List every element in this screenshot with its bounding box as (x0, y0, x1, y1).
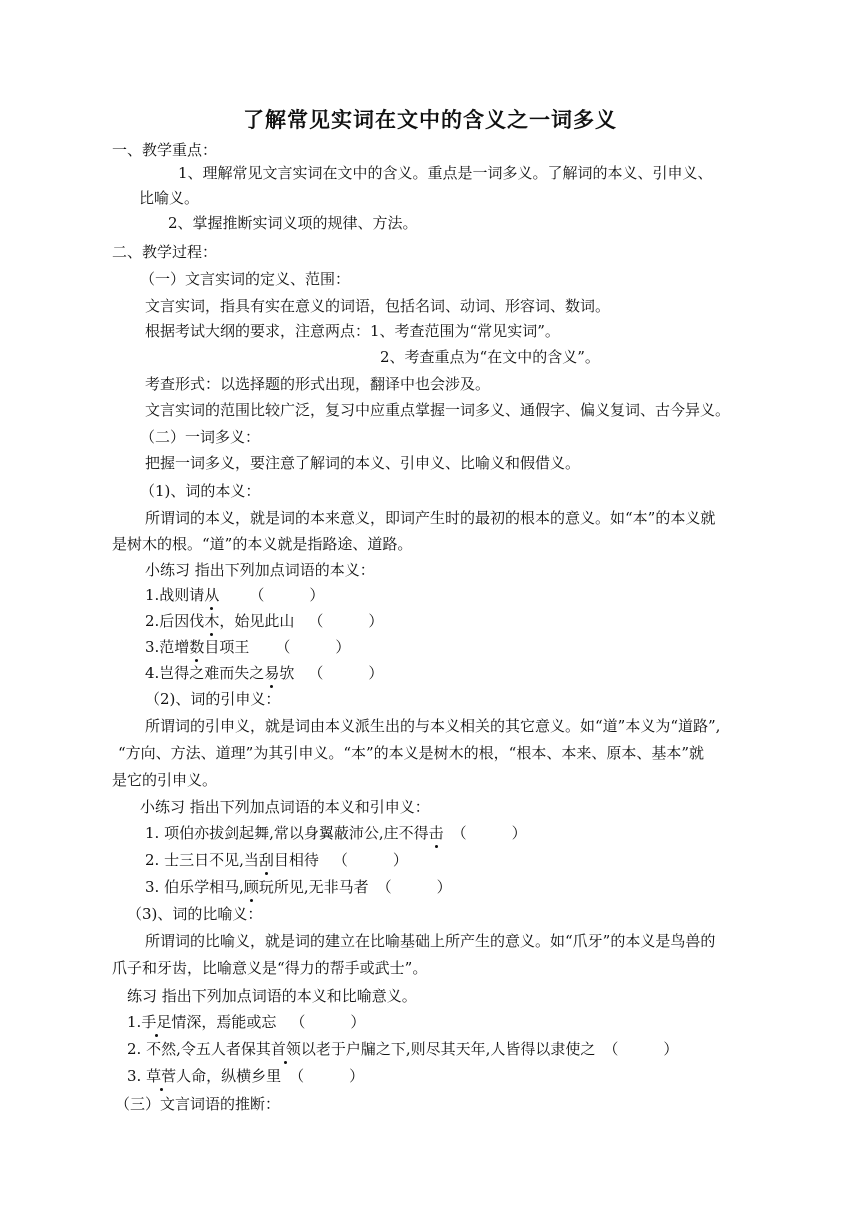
answer-blank: （ ） (376, 878, 452, 896)
dotted-word: 木 (204, 612, 220, 630)
exam-form-line: 考查形式：以选择题的形式出现，翻译中也会涉及。 (145, 375, 491, 393)
exercise-item: 2. 不然,令五人者保其首领以老于户牖之下,则尽其天年,人皆得以隶使之 （ ） (127, 1040, 679, 1058)
section-heading-process: 二、教学过程： (112, 243, 218, 261)
subsection-heading-inference: （三）文言词语的推断： (115, 1095, 281, 1113)
answer-blank: （ ） (332, 851, 408, 869)
exercise-item: 1. 项伯亦拔剑起舞,常以身翼蔽沛公,庄不得击 （ ） (145, 824, 527, 842)
subsection-heading-polysemy: （二）一词多义： (140, 428, 261, 446)
exercise-heading-extended: 小练习 指出下列加点词语的本义和引申义： (140, 798, 430, 816)
answer-blank: （ ） (603, 1040, 679, 1058)
dotted-word: 手足 (141, 1013, 172, 1031)
extended-meaning-para-1: 所谓词的引申义，就是词由本义派生出的与本义相关的其它意义。如“道”本义为“道路”, (145, 717, 721, 735)
dotted-word: 易 (264, 664, 280, 682)
answer-blank: （ ） (308, 664, 384, 682)
document-title: 了解常见实词在文中的含义之一词多义 (243, 107, 617, 132)
exercise-heading-metaphorical: 练习 指出下列加点词语的本义和比喻意义。 (127, 987, 417, 1005)
subsection-heading-definition: （一）文言实词的定义、范围： (140, 270, 351, 288)
requirement-line-2: 2、考查重点为“在文中的含义”。 (380, 348, 600, 366)
exercise-item: 2.后因伐木，始见此山 （ ） (145, 612, 384, 630)
extended-meaning-para-3: 是它的引申义。 (112, 771, 218, 789)
focus-point-2: 2、掌握推断实词义项的规律、方法。 (168, 214, 418, 232)
exercise-item: 3.范增数目项王 （ ） (145, 638, 351, 656)
dotted-word: 顾 (243, 878, 259, 896)
dotted-word: 首领 (270, 1040, 301, 1058)
answer-blank: （ ） (308, 612, 384, 630)
exercise-item: 3. 伯乐学相马,顾玩所见,无非马者 （ ） (145, 878, 452, 896)
dotted-word: 从 (204, 586, 220, 604)
exercise-item: 1.手足情深，焉能或忘 （ ） (127, 1013, 366, 1031)
original-meaning-para-2: 是树木的根。“道”的本义就是指路途、道路。 (112, 535, 413, 553)
answer-blank: （ ） (290, 1013, 366, 1031)
original-meaning-para-1: 所谓词的本义，就是词的本来意义，即词产生时的最初的根本的意义。如“本”的本义就 (145, 509, 716, 527)
focus-point-1-cont: 比喻义。 (139, 189, 200, 207)
dotted-word: 草菅 (146, 1067, 177, 1085)
answer-blank: （ ） (275, 638, 351, 656)
heading-extended-meaning: （2)、词的引申义： (145, 690, 281, 708)
heading-original-meaning: （1)、词的本义： (140, 482, 261, 500)
requirement-line-1: 根据考试大纲的要求，注意两点：1、考查范围为“常见实词”。 (145, 322, 560, 340)
exercise-item: 2. 士三日不见,当刮目相待 （ ） (145, 851, 408, 869)
section-heading-focus: 一、教学重点： (112, 141, 218, 159)
exercise-item: 4.岂得之难而失之易欤 （ ） (145, 664, 384, 682)
extended-meaning-para-2: “方向、方法、道理”为其引申义。“本”的本义是树木的根，“根本、本来、原本、基本”就 (118, 744, 705, 762)
dotted-word: 击 (428, 824, 444, 842)
metaphorical-meaning-para-2: 爪子和牙齿，比喻意义是“得力的帮手或武士”。 (112, 959, 428, 977)
definition-paragraph: 文言实词，指具有实在意义的词语，包括名词、动词、形容词、数词。 (145, 297, 611, 315)
answer-blank: （ ） (289, 1067, 365, 1085)
scope-line: 文言实词的范围比较广泛，复习中应重点掌握一词多义、通假字、偏义复词、古今异义。 (145, 401, 731, 419)
exercise-item: 1.战则请从 （ ） (145, 586, 325, 604)
answer-blank: （ ） (451, 824, 527, 842)
dotted-word: 刮 (258, 851, 274, 869)
dotted-word: 数 (189, 638, 205, 656)
exercise-heading-original: 小练习 指出下列加点词语的本义： (145, 561, 375, 579)
answer-blank: （ ） (249, 586, 325, 604)
focus-point-1: 1、理解常见文言实词在文中的含义。重点是一词多义。了解词的本义、引申义、 (178, 164, 713, 182)
metaphorical-meaning-para-1: 所谓词的比喻义，就是词的建立在比喻基础上所产生的意义。如“爪牙”的本义是鸟兽的 (145, 932, 716, 950)
heading-metaphorical-meaning: （3)、词的比喻义： (127, 905, 263, 923)
exercise-item: 3. 草菅人命，纵横乡里 （ ） (127, 1067, 365, 1085)
polysemy-intro: 把握一词多义，要注意了解词的本义、引申义、比喻义和假借义。 (145, 454, 581, 472)
